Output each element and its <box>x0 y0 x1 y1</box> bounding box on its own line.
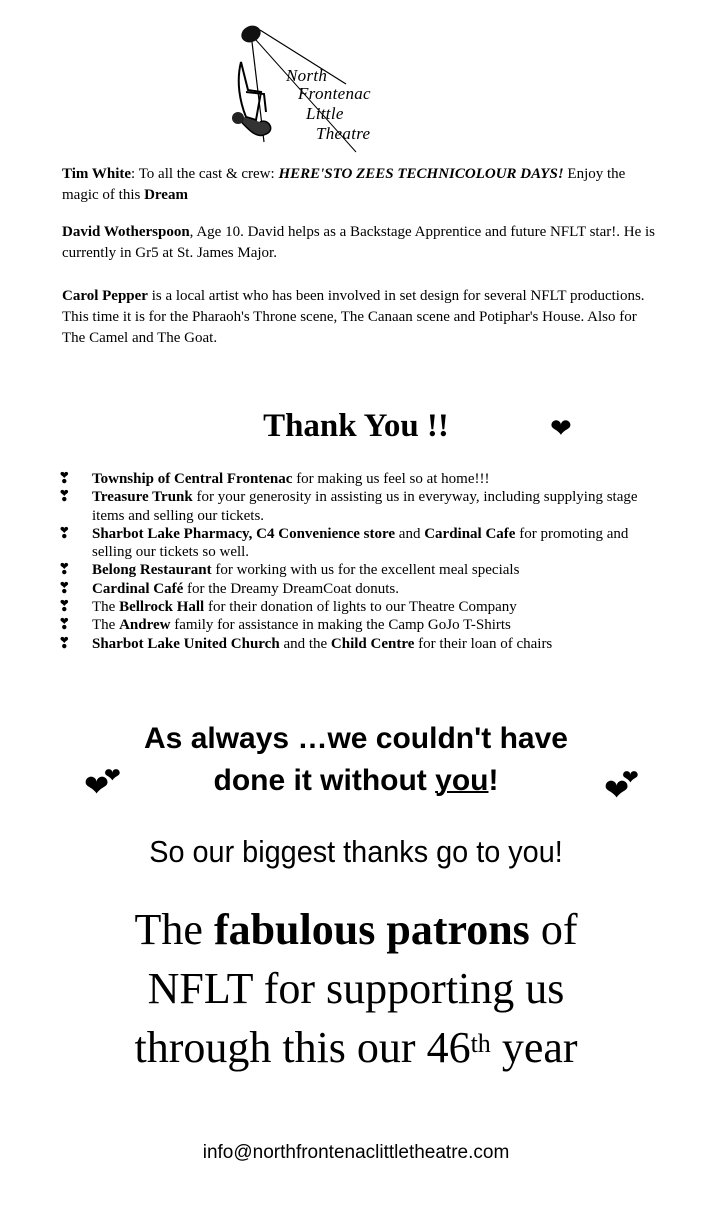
item-bold: Sharbot Lake Pharmacy, C4 Convenience store <box>92 525 396 542</box>
item-bold: Bellrock Hall <box>119 599 205 616</box>
logo-text-little: Little <box>306 104 344 123</box>
heart-bullet-icon: ❣ <box>58 599 71 616</box>
as-always-text: done it without <box>213 764 436 797</box>
thank-you-list <box>58 470 658 653</box>
list-item <box>58 635 658 653</box>
item-text-prefix: The <box>92 617 120 634</box>
heart-bullet-icon: ❣ <box>58 580 71 597</box>
logo-text-frontenac: Frontenac <box>298 84 371 103</box>
item-text: for their donation of lights to our Theatre Company <box>204 599 517 616</box>
biggest-thanks: So our biggest thanks go to you! <box>149 834 563 869</box>
bio-carol-pepper <box>62 286 662 349</box>
item-text: for working with us for the excellent meal specials <box>211 562 520 579</box>
as-always-you: you <box>435 764 489 797</box>
heart-bullet-icon: ❣ <box>58 562 71 579</box>
bio-text: , Age 10. David helps as a Backstage Apprentice and future NFLT star!. He is currently in Gr5 at St. James Major. <box>62 224 655 261</box>
bio-text-2: Enjoy the magic of this <box>62 166 626 203</box>
item-bold: Township of Central Frontenac <box>92 471 293 487</box>
bio-david-wotherspoon <box>62 222 662 264</box>
item-text-2: for promoting and selling our tickets so well. <box>92 525 629 561</box>
item-text: and <box>395 525 425 542</box>
item-text: and the <box>279 635 331 652</box>
patrons-text-2: of <box>529 905 578 954</box>
contact-email[interactable]: info@northfrontenaclittletheatre.com <box>202 1142 510 1163</box>
item-text: for the Dreamy DreamCoat donuts. <box>183 580 400 597</box>
item-bold: Cardinal Café <box>92 580 184 597</box>
bio-highlight: HERE'STO ZEES TECHNICOLOUR DAYS! <box>278 166 564 182</box>
heart-bullet-icon: ❣ <box>58 617 71 634</box>
list-item <box>58 598 658 616</box>
item-text: for making us feel so at home!!! <box>292 471 490 487</box>
list-item <box>58 470 658 488</box>
item-text: for your generosity in assisting us in everyway, including supplying stage items and selling our tickets. <box>92 489 638 524</box>
item-text-2: for their loan of chairs <box>414 635 553 652</box>
bio-name: Tim White <box>62 166 132 182</box>
patrons-sup: th <box>470 1029 491 1058</box>
item-text: family for assistance in making the Camp GoJo T-Shirts <box>170 617 511 634</box>
item-bold-2: Cardinal Cafe <box>424 525 516 542</box>
item-bold: Sharbot Lake United Church <box>92 635 280 652</box>
item-text-prefix: The <box>92 599 120 616</box>
thank-you-heading: Thank You !! <box>263 408 449 444</box>
list-item <box>58 488 658 525</box>
patrons-message <box>0 900 712 1077</box>
patrons-bold: fabulous patrons <box>213 905 530 954</box>
heart-bullet-icon: ❣ <box>58 489 71 506</box>
patrons-text-3: through this our 46 <box>134 1023 471 1072</box>
patrons-text: The <box>134 905 214 954</box>
item-bold: Andrew <box>119 617 171 634</box>
heart-bullet-icon: ❣ <box>58 635 71 652</box>
bio-text: is a local artist who has been involved in set design for several NFLT productions. This time it is for the Pharaoh's Throne scene, The Canaan scene and Potiphar's House. Also for The Camel and The Goat. <box>62 288 645 346</box>
patrons-line2: NFLT for supporting us <box>147 964 565 1013</box>
bio-name: Carol Pepper <box>62 288 148 304</box>
heart-bullet-icon: ❣ <box>58 471 71 487</box>
patrons-line1 <box>0 900 712 959</box>
logo-text-north: North <box>286 66 328 85</box>
list-item <box>58 525 658 562</box>
list-item <box>58 561 658 579</box>
bio-text: : To all the cast & crew: <box>131 166 279 182</box>
as-always-line1: As always …we couldn't have <box>144 722 568 755</box>
heart-icon: ❤ <box>550 414 572 443</box>
item-bold-2: Child Centre <box>330 635 415 652</box>
item-bold: Belong Restaurant <box>92 562 212 579</box>
logo-text-theatre: Theatre <box>316 124 371 143</box>
as-always-exclaim: ! <box>488 764 499 797</box>
bio-tim-white <box>62 164 662 206</box>
item-bold: Treasure Trunk <box>92 489 193 506</box>
bio-dream: Dream <box>144 187 188 203</box>
heart-bullet-icon: ❣ <box>58 525 71 542</box>
list-item <box>58 580 658 598</box>
heart-icon: ❤ <box>84 770 110 803</box>
heart-icon: ❤ <box>604 774 630 807</box>
heart-icon: ❤ <box>622 767 639 789</box>
bio-name: David Wotherspoon <box>62 224 190 240</box>
list-item <box>58 616 658 634</box>
patrons-text-4: year <box>490 1023 578 1072</box>
patrons-line3 <box>0 1018 712 1077</box>
heart-icon: ❤ <box>104 765 121 787</box>
nflt-logo <box>216 22 371 156</box>
